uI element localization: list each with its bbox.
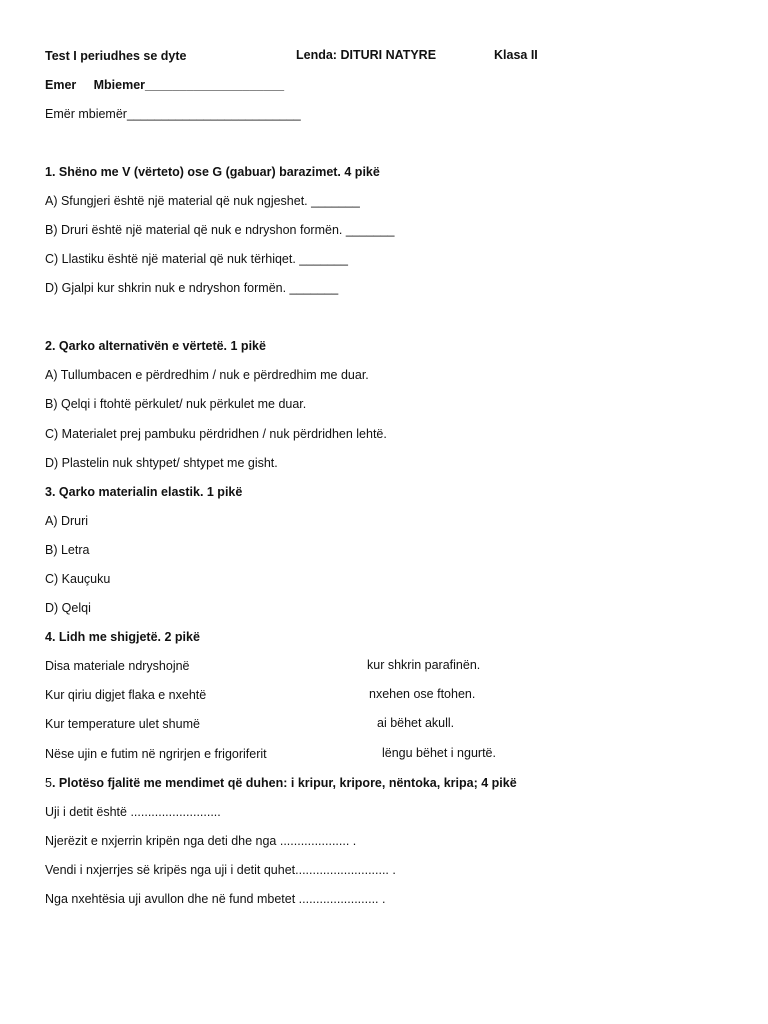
q1-item-c: C) Llastiku është një material që nuk tërhiqet. _______ [45, 252, 348, 266]
q5-title: . Plotëso fjalitë me mendimet që duhen: i kripur, kripore, nëntoka, kripa; 4 pikë [51, 776, 517, 790]
q4-right-4: lëngu bëhet i ngurtë. [382, 746, 496, 760]
q4-right-2: nxehen ose ftohen. [369, 687, 476, 701]
q3-item-d: D) Qelqi [45, 601, 91, 615]
q2-item-c: C) Materialet prej pambuku përdridhen / nuk përdridhen lehtë. [45, 427, 387, 441]
q4-right-3: ai bëhet akull. [377, 716, 455, 730]
q4-left-2: Kur qiriu digjet flaka e nxehtë [45, 688, 207, 702]
q1-item-b: B) Druri është një material që nuk e ndryshon formën. _______ [45, 223, 395, 237]
q5-item-1: Uji i detit është .......................... [45, 805, 221, 819]
q5-title-row [45, 775, 517, 791]
q3-item-b: B) Letra [45, 543, 90, 557]
name-line: Emër mbiemër_________________________ [45, 107, 301, 121]
q5-item-3: Vendi i nxjerrjes së kripës nga uji i detit quhet........................... . [45, 863, 396, 877]
q4-left-3: Kur temperature ulet shumë [45, 717, 200, 731]
q2-item-a: A) Tullumbacen e përdredhim / nuk e përdredhim me duar. [45, 368, 369, 382]
q4-right-1: kur shkrin parafinën. [367, 658, 481, 672]
test-title: Test I periudhes se dyte [45, 49, 187, 63]
q4-title: 4. Lidh me shigjetë. 2 pikë [45, 630, 200, 644]
q2-title: 2. Qarko alternativën e vërtetë. 1 pikë [45, 339, 266, 353]
q1-item-d: D) Gjalpi kur shkrin nuk e ndryshon formën. _______ [45, 281, 339, 295]
q4-left-4: Nëse ujin e futim në ngrirjen e frigoriferit [45, 747, 267, 761]
q2-item-b: B) Qelqi i ftohtë përkulet/ nuk përkulet me duar. [45, 397, 307, 411]
class-label: Klasa II [494, 48, 538, 62]
q5-title-number: 5 [45, 776, 52, 790]
q3-title: 3. Qarko materialin elastik. 1 pikë [45, 485, 243, 499]
q4-left-1: Disa materiale ndryshojnë [45, 659, 190, 673]
q1-item-a: A) Sfungjeri është një material që nuk ngjeshet. _______ [45, 194, 360, 208]
q3-item-a: A) Druri [45, 514, 89, 528]
name-line-bold: Emer Mbiemer____________________ [45, 78, 285, 92]
q3-item-c: C) Kauçuku [45, 572, 111, 586]
q5-item-4: Nga nxehtësia uji avullon dhe në fund mbetet ....................... . [45, 892, 386, 906]
subject-label: Lenda: DITURI NATYRE [296, 48, 437, 62]
q1-title: 1. Shëno me V (vërteto) ose G (gabuar) barazimet. 4 pikë [45, 165, 380, 179]
q2-item-d: D) Plastelin nuk shtypet/ shtypet me gisht. [45, 456, 278, 470]
q5-item-2: Njerëzit e nxjerrin kripën nga deti dhe nga .................... . [45, 834, 357, 848]
